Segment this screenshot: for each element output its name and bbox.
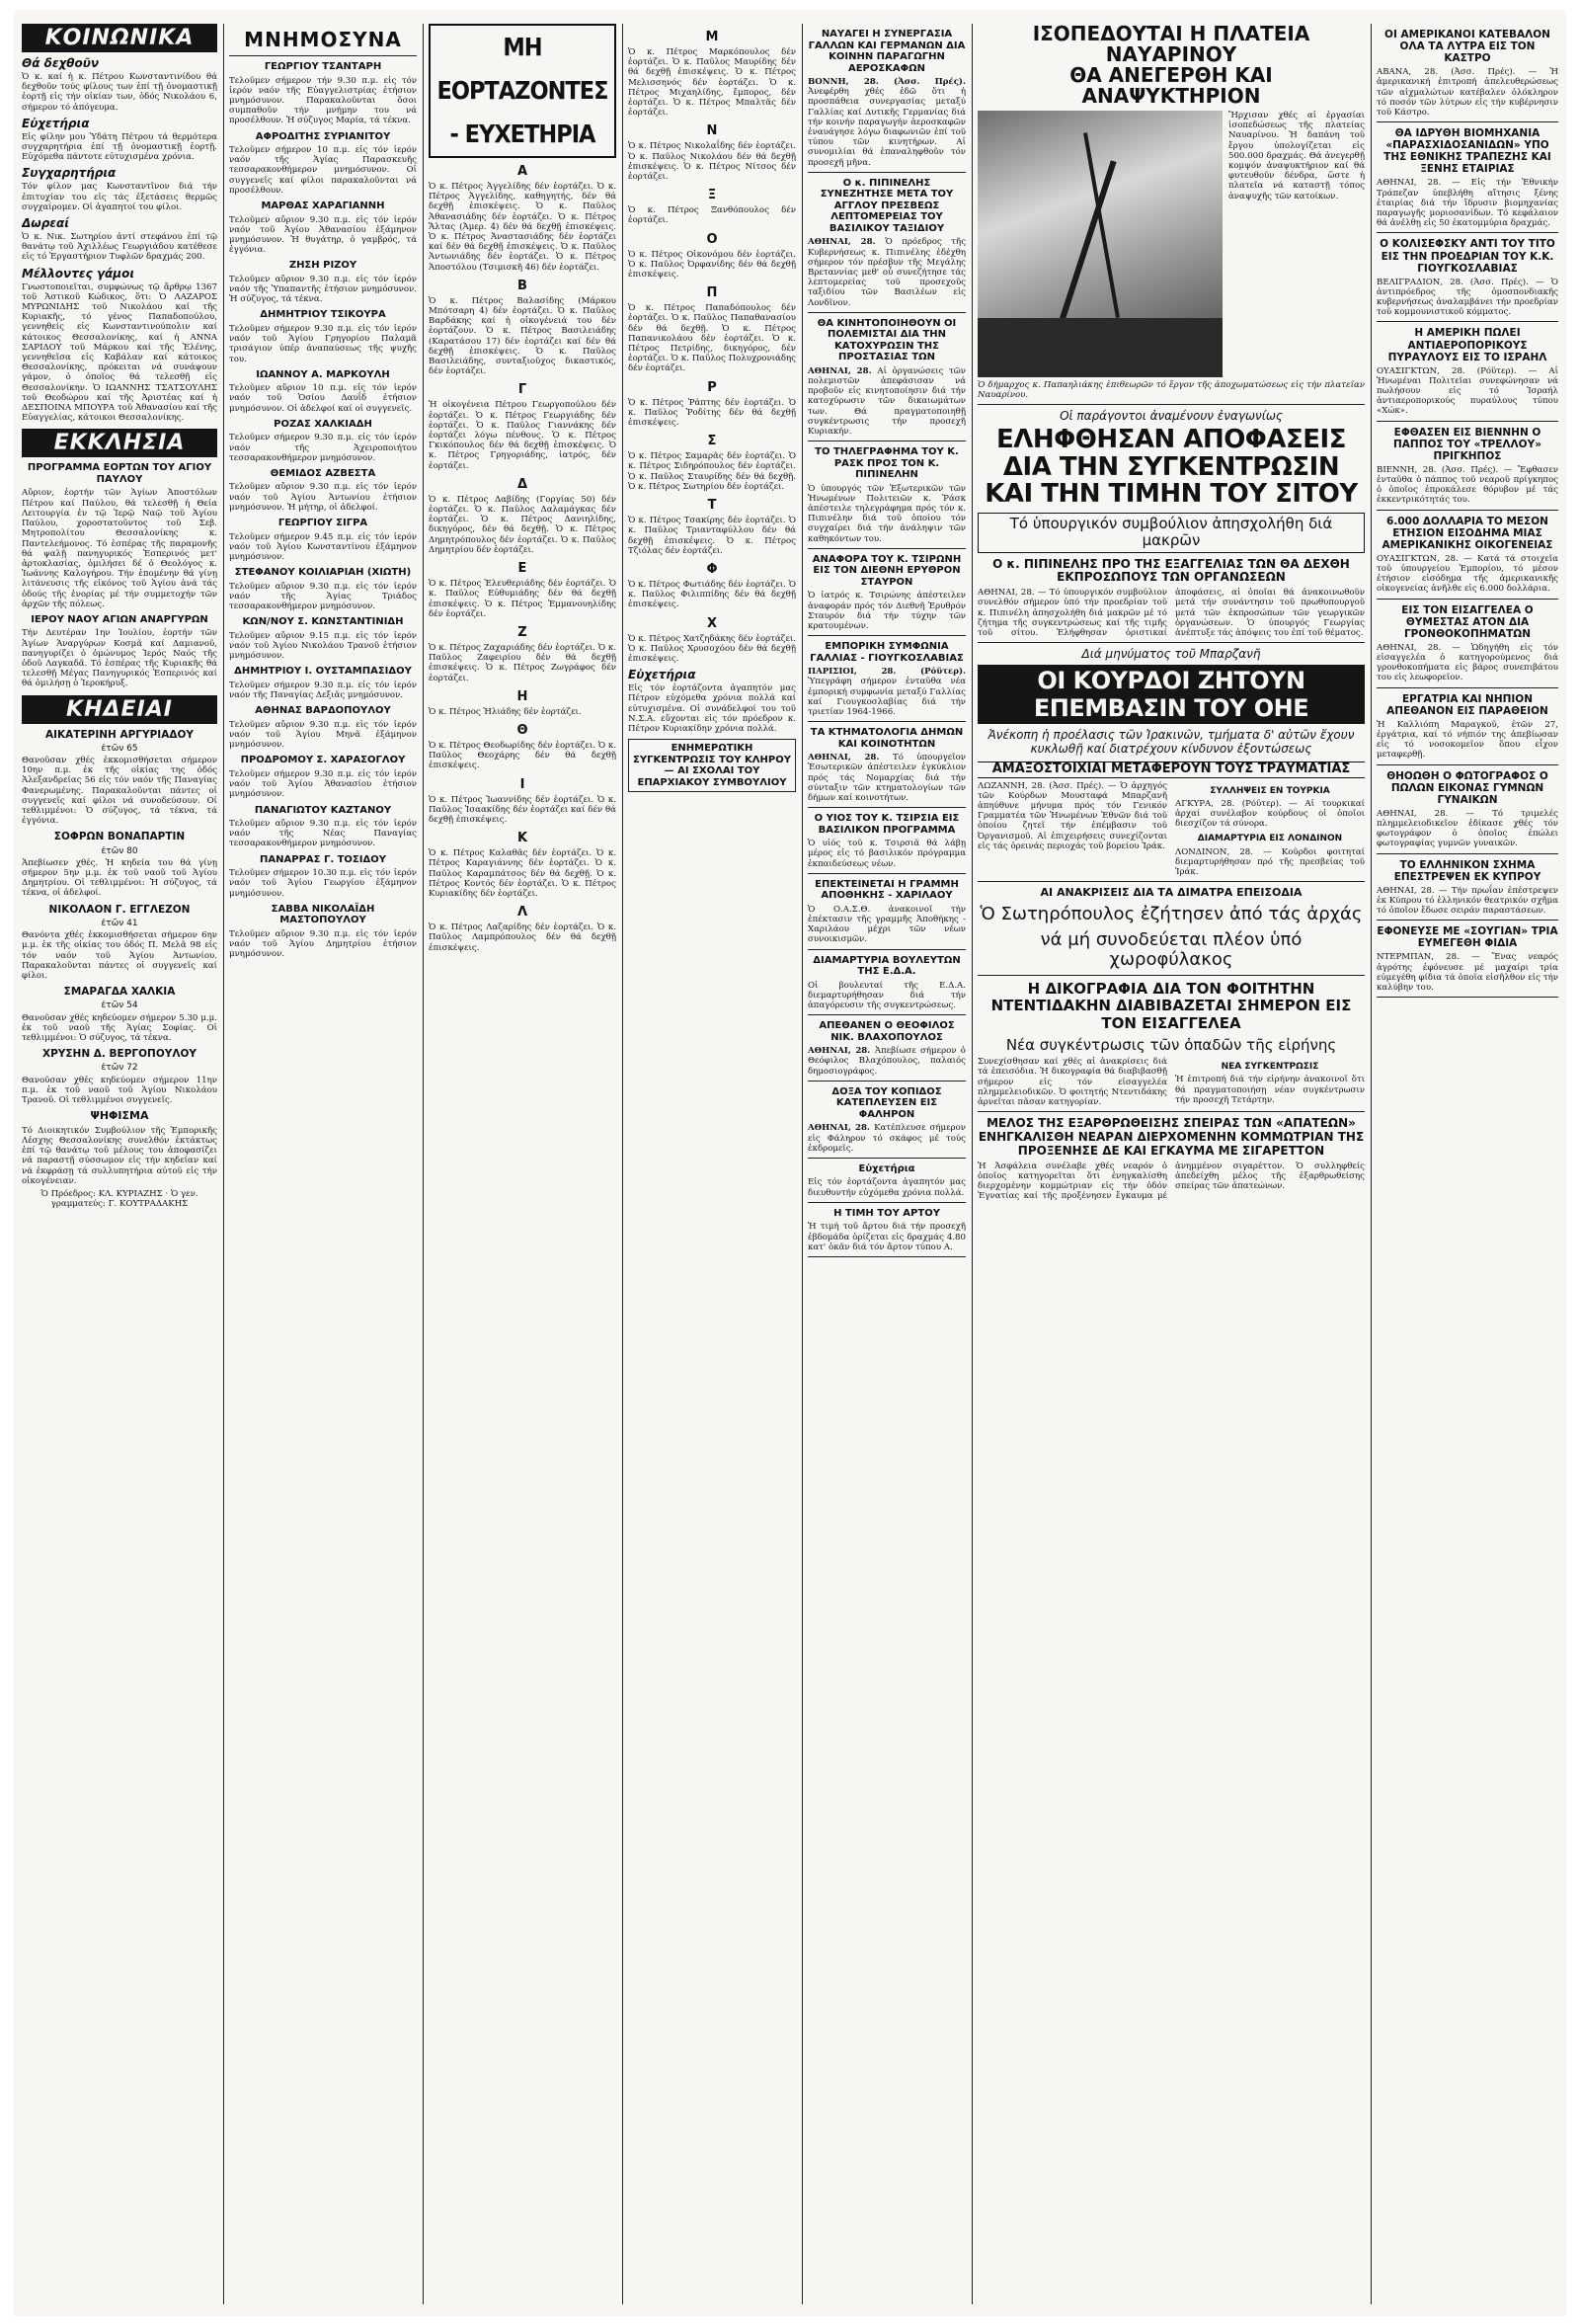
alphabet-letter: Ο [706, 231, 718, 247]
church-anargyron-text: Τήν Δευτέραν 1ην Ἰουλίου, ἑορτήν τῶν Ἁγίων Ἀναργύρων Κοσμᾶ καί Δαμιανοῦ, πανηγυρίζει ὁ ὁμώνυμος Ἱερός Ναός τῆς ὁδοῦ Λαγκαδᾶ. Τό ἑσπέρας τῆς Κυριακῆς θά τελεσθῇ Μέγας Πανηγυρικός Ἑσπερινός καί θά ὁμιλήσῃ ὁ Ἱεροκήρυξ. [22, 628, 217, 689]
news-dateline: ΑΘΗΝΑΙ, 28. [808, 365, 878, 376]
news-headline: ΘΑ ΚΙΝΗΤΟΠΟΙΗΘΟΥΝ ΟΙ ΠΟΛΕΜΙΣΤΑΙ ΔΙΑ ΤΗΝ ΚΑΤΟΧΥΡΩΣΙΝ ΤΗΣ ΠΡΟΣΤΑΣΙΑΣ ΤΩΝ [817, 317, 957, 363]
divider [1377, 510, 1558, 511]
divider [1377, 687, 1558, 688]
dossier-subheadline: Νέα συγκέντρωσις τῶν ὀπαδῶν τῆς εἰρήνης [1005, 1035, 1337, 1054]
news-text: ΑΘΗΝΑΙ, 28. — Τήν πρωΐαν ἐπέστρεψεν ἐκ Κύπρου τό ἑλληνικόν θεατρικόν σχῆμα τό ὁποῖον ἔδωσε σειράν παραστάσεων. [1377, 885, 1558, 917]
memorial-text: Τελοῦμεν αὔριον 10 π.μ. εἰς τόν ἱερόν ναόν τοῦ Ὁσίου Δαυΐδ ἐτήσιον μνημόσυνον. Οἱ ἀδελφοί καί οἱ συγγενεῖς. [229, 383, 417, 414]
alphabet-letter: Ζ [517, 624, 527, 640]
funeral-name: ΣΜΑΡΑΓΔΑ ΧΑΛΚΙΑ [63, 986, 176, 999]
alphabet-letter: Β [517, 278, 527, 293]
divider [1377, 853, 1558, 854]
news-text: ΑΘΗΝΑΙ, 28. — Ὡδηγήθη εἰς τόν εἰσαγγελέα ὁ κατηγορούμενος διά γρονθοκοπήματα εἰς βάρος συνεπιβάτου του εἰς λεωφορεῖον. [1377, 642, 1558, 683]
kurds-side-title: ΣΥΛΛΗΨΕΙΣ ΕΝ ΤΟΥΡΚΙΑ [1210, 785, 1330, 796]
news-text: ΒΕΛΙΓΡΑΔΙΟΝ, 28. (Ἀσσ. Πρές). — Ὁ ἀντιπρόεδρος τῆς ὁμοσπονδιακῆς κυβερνήσεως ἀναλαμβάνει τήν προεδρίαν τοῦ κομμουνιστικοῦ κόμματος. [1377, 277, 1558, 318]
alphabet-letter: Ξ [707, 188, 717, 203]
divider [978, 1111, 1365, 1112]
inquiry-headline-2: νά μή συνοδεύεται πλέον ὑπό χωροφύλακος [1040, 928, 1303, 971]
memorial-text: Τελοῦμεν αὔριον 9.30 π.μ. εἰς τόν ἱερόν ναόν τῆς Νέας Παναγίας τεσσαρακονθήμερον μνημόσυνον. [229, 819, 417, 849]
alphabet-letter: Ι [519, 776, 525, 792]
column-divider [802, 24, 803, 2304]
alphabet-letter: Τ [707, 498, 717, 514]
memorial-name: ΡΟΖΑΣ ΧΑΛΚΙΑΔΗ [274, 418, 372, 430]
name-day-entries: Ὁ κ. Πέτρος Ἀγγελίδης δέν ἑορτάζει. Ὁ κ. Πέτρος Ἀγγελίδης, καθηγητής, δέν θά δεχθῇ ἐπισκέψεις. Ὁ κ. Παῦλος Ἀθανασιάδης δέν ἑορτάζει. Ὁ κ. Πέτρος Ἄλτας (Ἀμερ. 4) δέν θά δεχθῇ ἐπισκέψεις. Ὁ κ. Πέτρος Ἀναστασιάδης δέν ἑορτάζει καί δέν θά δεχθῇ ἐπισκέψεις. Ὁ κ. Παῦλος Ἀντωνιάδης δέν ἑορτάζει. Ὁ κ. Πέτρος Ἀποστόλου (Τσιμισκῆ 46) δέν ἑορτάζει. [429, 182, 616, 273]
greetings-title: Εὐχετήρια [628, 668, 696, 682]
alphabet-letter: Φ [706, 561, 718, 577]
foreign-news-list [1377, 29, 1558, 998]
name-day-entries: Ὁ κ. Πέτρος Οἰκονόμου δέν ἑορτάζει. Ὁ κ. Παῦλος Ὀρφανίδης δέν θά δεχθῇ ἐπισκέψεις. [628, 249, 796, 280]
column-divider [223, 24, 224, 2304]
memorial-name: ΚΩΝ/ΝΟΥ Σ. ΚΩΝΣΤΑΝΤΙΝΙΔΗ [242, 616, 404, 628]
funeral-name: ΝΙΚΟΛΑΟΝ Γ. ΕΓΓΛΕΖΟΝ [48, 903, 191, 916]
name-day-entries: Ὁ κ. Πέτρος Μαρκόπουλος δέν ἑορτάζει. Ὁ κ. Παῦλος Μαυρίδης δέν θά δεχθῇ ἐπισκέψεις. Ὁ κ. Πέτρος Μελισσηνός δέν ἑορτάζει. Ὁ κ. Πέτρος Μιχαηλίδης, ἔμπορος, δέν ἑορτάζει. Ὁ κ. Πέτρος Μπαλτᾶς δέν ἑορτάζει. [628, 47, 796, 119]
kurds-side-title-2: ΔΙΑΜΑΡΤΥΡΙΑ ΕΙΣ ΛΟΝΔΙΝΟΝ [1197, 834, 1343, 844]
divider [808, 721, 966, 722]
memorial-text: Τελοῦμεν αὔριον 9.15 π.μ. εἰς τόν ἱερόν ναόν τοῦ Ἁγίου Νικολάου Τρανοῦ ἐτήσιον μνημόσυνον. [229, 630, 417, 662]
lead-headline: ΕΛΗΦΘΗΣΑΝ ΑΠΟΦΑΣΕΙΣ ΔΙΑ ΤΗΝ ΣΥΓΚΕΝΤΡΩΣΙΝ ΚΑΙ ΤΗΝ ΤΙΜΗΝ ΤΟΥ ΣΙΤΟΥ [985, 425, 1358, 509]
alphabet-letter: Θ [516, 722, 528, 738]
name-day-entries: Ὁ κ. Πέτρος Χατζηδάκης δέν ἑορτάζει. Ὁ κ. Παῦλος Χρυσοχόου δέν θά δεχθῇ ἐπισκέψεις. [628, 633, 796, 664]
news-headline: ΟΙ ΑΜΕΡΙΚΑΝΟΙ ΚΑΤΕΒΑΛΟΝ ΟΛΑ ΤΑ ΛΥΤΡΑ ΕΙΣ ΤΟΝ ΚΑΣΤΡΟ [1384, 29, 1550, 65]
memorial-text: Τελοῦμεν αὔριον 9.30 π.μ. εἰς τόν ἱερόν ναόν τοῦ Ἁγίου Ἀντωνίου ἐτήσιον μνημόσυνον. Ἡ μήτηρ, οἱ ἀδελφοί. [229, 482, 417, 513]
news-body: Ὑπεγράφη σήμερον ἐνταῦθα νέα ἐμπορική συμφωνία μεταξύ Γαλλίας καί Γιουγκοσλαβίας διά τήν τριετίαν 1964-1966. [808, 677, 966, 718]
column-foreign-news [1377, 24, 1558, 2304]
news-headline: ΤΟ ΤΗΛΕΓΡΑΦΗΜΑ ΤΟΥ Κ. ΡΑΣΚ ΠΡΟΣ ΤΟΝ Κ. ΠΙΠΙΝΕΛΗΝ [815, 446, 959, 481]
memorial-text: Τελοῦμεν σήμερον 9.30 π.μ. εἰς τόν ἱερόν ναόν τοῦ Ἁγίου Γρηγορίου Παλαμᾶ τρισάγιον ὑπέρ ἀναπαύσεως τῆς ψυχῆς του. [229, 323, 417, 364]
divider [1377, 421, 1558, 422]
column-social [22, 24, 217, 2304]
funeral-text: Ἀπεβίωσεν χθές. Ἡ κηδεία του θά γίνῃ σήμερον 5ην μ.μ. ἐκ τοῦ ναοῦ τοῦ Ἁγίου Δημητρίου. Οἱ τεθλιμμένοι: Ἡ σύζυγος, τά τέκνα, οἱ ἀδελφοί. [22, 857, 217, 899]
scam-headline: ΜΕΛΟΣ ΤΗΣ ΕΞΑΡΘΡΩΘΕΙΣΗΣ ΣΠΕΙΡΑΣ ΤΩΝ «ΑΠΑΤΕΩΝ» ΕΝΗΓΚΑΛΙΣΘΗ ΝΕΑΡΑΝ ΔΙΕΡΧΟΜΕΝΗΝ ΚΟΜΜΩΤΡΙΑΝ ΤΗΣ ΠΡΟΞΕΝΗΣΕ ΔΕ ΚΑΙ ΕΓΚΑΥΜΑ ΜΕ ΣΙΓΑΡΕΤΤΟΝ [978, 1116, 1365, 1158]
name-days-list [429, 164, 616, 953]
memorial-name: ΣΑΒΒΑ ΝΙΚΟΛΑΪΔΗ ΜΑΣΤΟΠΟΥΛΟΥ [271, 903, 375, 926]
alphabet-letter: Κ [516, 831, 528, 846]
news-text [808, 753, 966, 803]
memorial-text: Τελοῦμεν αὔριον 9.30 π.μ. εἰς τόν ἱερόν ναόν τῆς Ὑπαπαντῆς ἐτήσιον μνημόσυνον. Ἡ σύζυγος, τά τέκνα. [229, 274, 417, 305]
news-headline: ΑΝΑΦΟΡΑ ΤΟΥ Κ. ΤΣΙΡΩΝΗ ΕΙΣ ΤΟΝ ΔΙΕΘΝΗ ΕΡΥΘΡΟΝ ΣΤΑΥΡΟΝ [812, 553, 962, 588]
news-headline: Ο κ. ΠΙΠΙΝΕΛΗΣ ΣΥΝΕΖΗΤΗΣΕ ΜΕΤΑ ΤΟΥ ΑΓΓΛΟΥ ΠΡΕΣΒΕΩΣ ΛΕΠΤΟΜΕΡΕΙΑΣ ΤΟΥ ΒΑΣΙΛΙΚΟΥ ΤΑΞΙΔΙΟΥ [820, 177, 954, 234]
column-name-days [429, 24, 616, 2304]
new-rally-text: Ἡ ἐπιτροπή διά τήν εἰρήνην ἀνακοινοῖ ὅτι θά πραγματοποιήσῃ νέαν συγκέντρωσιν τήν προσεχῆ Τετάρτην. [1175, 1075, 1365, 1105]
church-program-title: ΠΡΟΓΡΑΜΜΑ ΕΟΡΤΩΝ ΤΟΥ ΑΓΙΟΥ ΠΑΥΛΟΥ [27, 462, 212, 485]
news-dateline: ΑΘΗΝΑΙ, 28. [808, 1123, 875, 1134]
divider [808, 1158, 966, 1159]
alphabet-letter: Γ [517, 382, 527, 398]
news-text: ΟΥΑΣΙΓΚΤΩΝ, 28. (Ρόϋτερ). — Αἱ Ἡνωμέναι Πολιτεῖαι συνεφώνησαν νά πωλήσουν εἰς τό Ἰσραήλ ἀντιαεροπορικούς πυραύλους τύπου «Χώκ». [1377, 365, 1558, 417]
social-item-title: Θά δεχθοῦν [22, 56, 100, 70]
kurds-subheadline-2: ΑΜΑΞΟΣΤΟΙΧΙΑΙ ΜΕΤΑΦΕΡΟΥΝ ΤΟΥΣ ΤΡΑΥΜΑΤΙΑΣ [978, 761, 1365, 778]
news-text [808, 591, 966, 631]
column-divider [1371, 24, 1372, 2304]
news-dateline: ΠΑΡΙΣΙΟΙ, 28. (Ρόϋτερ). [808, 667, 966, 678]
social-item-text: Εἰς φίλην μου Ὑδάτη Πέτρου τά θερμότερα συγχαρητήρια ἐπί τῇ ὀνομαστικῇ ἑορτῇ. Εὐχόμεθα πάντοτε εὐτυχισμένα χρόνια. [22, 131, 217, 163]
name-days-banner: ΜΗ ΕΟΡΤΑΖΟΝΤΕΣ - ΕΥΧΕΤΗΡΙΑ [429, 24, 616, 158]
name-day-entries: Ὁ κ. Πέτρος Βαλασίδης (Μάρκου Μπότσαρη 4) δέν ἑορτάζει. Ὁ κ. Παῦλος Βαρδάκης καί ἡ οἰκογένειά του δέν ἑορτάζουν. Ὁ κ. Πέτρος Βασιλειάδης (Καρατάσου 17) δέν ἑορτάζει καί δέν θά δεχθῇ ἐπισκέψεις. Ὁ κ. Παῦλος Βασιλειάδης, συνταξιοῦχος δικαστικός, δέν ἑορτάζει. [429, 295, 616, 377]
news-body: Κατέπλευσε σήμερον εἰς Φάληρον τό σκάφος μέ τούς ἐκδρομεῖς. [808, 1123, 966, 1154]
social-items [22, 56, 217, 423]
kurds-side-text: ΑΓΚΥΡΑ, 28. (Ρόϋτερ). — Αἱ τουρκικαί ἀρχαί συνέλαβον κούρδους οἱ ὁποῖοι διεσχίζον τά σύνορα. [1175, 798, 1365, 830]
funeral-age: ἐτῶν 54 [101, 1001, 138, 1011]
news-headline: ΑΠΕΘΑΝΕΝ Ο ΘΕΟΦΙΛΟΣ ΝΙΚ. ΒΛΑΧΟΠΟΥΛΟΣ [819, 1020, 955, 1043]
news-body: Τό ὑπουργεῖον Ἐσωτερικῶν ἀπέστειλεν ἐγκύκλιον πρός τάς Νομαρχίας διά τήν σύνταξιν τῶν κτηματολογίων τῶν δήμων καί κοινοτήτων. [808, 753, 966, 804]
social-item-title: Συγχαρητήρια [22, 166, 117, 181]
divider [808, 548, 966, 549]
alphabet-letter: Λ [516, 905, 528, 921]
memorial-text: Τελοῦμεν αὔριον 9.30 π.μ. εἰς τόν ἱερόν ναόν τῆς Ἁγίας Τριάδος τεσσαρακονθήμερον μνημόσυνον. [229, 581, 417, 612]
memorial-text: Τελοῦμεν σήμερον 9.30 π.μ. εἰς τόν ἱερόν ναόν τοῦ Ἁγίου Ἀθανασίου ἐτήσιον μνημόσυνον. [229, 768, 417, 800]
funeral-text: Θανοῦσαν χθές ἐκκομισθήσεται σήμερον 10ην π.μ. ἐκ τῆς οἰκίας της ὁδός Ἀλεξανδρείας 56 εἰς τόν ναόν τῆς Παναγίας Φανερωμένης. Παρακαλοῦνται πάντες οἱ συγγενεῖς καί φίλοι νά συνοδεύσουν. Οἱ τεθλιμμένοι: Ὁ σύζυγος, τά τέκνα, τά ἐγγόνια. [22, 756, 217, 827]
memorial-text: Τελοῦμεν αὔριον 9.30 π.μ. εἰς τόν ἱερόν ναόν τοῦ Ἁγίου Ἀθανασίου ἐξάμηνον μνημόσυνον. Ἡ θυγάτηρ, ὁ γαμβρός, τά ἐγγόνια. [229, 214, 417, 256]
divider [978, 975, 1365, 976]
news-headline: Η ΤΙΜΗ ΤΟΥ ΑΡΤΟΥ [833, 1207, 940, 1219]
name-day-entries: Ὁ κ. Πέτρος Ἡλιάδης δέν ἑορτάζει. [429, 706, 582, 717]
news-text: ΑΘΗΝΑΙ, 28. — Τό τριμελές πλημμελειοδικεῖον ἐδίκασε χθές τόν φωτογράφον ὁ ὁποῖος ἐπώλει φωτογραφίας γυμνῶν γυναικῶν. [1377, 808, 1558, 849]
news-body: Ὁ ὑπουργός τῶν Ἐξωτερικῶν τῶν Ἡνωμένων Πολιτειῶν κ. Ῥάσκ ἀπέστειλε τηλεγράφημα πρός τόν κ. Πιπινέλην διά τοῦ ὁποίου τόν συγχαίρει διά τήν ἀνάληψιν τῶν καθηκόντων του. [808, 483, 966, 544]
news-body: Αἱ ὀργανώσεις τῶν πολεμιστῶν ἀπεφάσισαν νά προβοῦν εἰς κινητοποίησιν διά τήν κατοχύρωσιν τῶν δικαιωμάτων των. Θά πραγματοποιηθῇ συγκέντρωσις τήν προσεχῆ Κυριακήν. [808, 365, 966, 437]
memorial-name: ΑΘΗΝΑΣ ΒΑΡΔΟΠΟΥΛΟΥ [255, 705, 391, 717]
inquiry-kicker: ΑΙ ΑΝΑΚΡΙΣΕΙΣ ΔΙΑ ΤΑ ΔΙΜΑΤΡΑ ΕΠΕΙΣΟΔΙΑ [1040, 886, 1303, 900]
divider [1377, 997, 1558, 998]
column-name-days-cont [628, 24, 796, 2304]
name-day-entries: Ὁ κ. Πέτρος Ἰωαννίδης δέν ἑορτάζει. Ὁ κ. Παῦλος Ἰσαακίδης δέν ἑορτάζει καί δέν θά δεχθῇ ἐπισκέψεις. [429, 794, 616, 825]
memorial-name: ΙΩΑΝΝΟΥ Α. ΜΑΡΚΟΥΛΗ [256, 368, 390, 380]
news-headline: ΕΠΕΚΤΕΙΝΕΤΑΙ Η ΓΡΑΜΜΗ ΑΠΟΘΗΚΗΣ - ΧΑΡΙΛΑΟΥ [815, 878, 959, 902]
social-item-text: Ὁ κ. καί ἡ κ. Πέτρου Κωνσταντινίδου θά δεχθοῦν τούς φίλους των ἐπί τῇ ὀνομαστικῇ ἑορτῇ εἰς τήν οἰκίαν των, ὁδός Νικολάου 6, σήμερον τό ἀπόγευμα. [22, 72, 217, 113]
name-day-entries: Ὁ κ. Πέτρος Παπαδόπουλος δέν ἑορτάζει. Ὁ κ. Παῦλος Παπαθανασίου δέν θά δεχθῇ. Ὁ κ. Πέτρος Παπανικολάου δέν ἑορτάζει. Ὁ κ. Πέτρος Πετρίδης, δικηγόρος, δέν ἑορτάζει. Ὁ κ. Παῦλος Πολυχρονιάδης δέν ἑορτάζει. [628, 303, 796, 374]
news-body: Οἱ βουλευταί τῆς Ε.Δ.Α. διεμαρτυρήθησαν διά τήν ἀπαγόρευσιν τῆς συγκεντρώσεως. [808, 980, 966, 1011]
news-text [808, 667, 966, 717]
divider [808, 1202, 966, 1203]
news-headline: 6.000 ΔΟΛΛΑΡΙΑ ΤΟ ΜΕΣΟΝ ΕΤΗΣΙΟΝ ΕΙΣΟΔΗΜΑ ΜΙΑΣ ΑΜΕΡΙΚΑΝΙΚΗΣ ΟΙΚΟΓΕΝΕΙΑΣ [1382, 515, 1553, 551]
memorial-name: ΑΦΡΟΔΙΤΗΣ ΣΥΡΙΑΝΙΤΟΥ [255, 130, 391, 142]
memorial-list [229, 61, 417, 959]
divider [978, 642, 1365, 643]
news-headline: ΤΑ ΚΤΗΜΑΤΟΛΟΓΙΑ ΔΗΜΩΝ ΚΑΙ ΚΟΙΝΟΤΗΤΩΝ [810, 727, 964, 750]
kurds-kicker: Διά μηνύματος τοῦ Μπαρζανῆ [1081, 647, 1261, 662]
memorial-name: ΔΗΜΗΤΡΙΟΥ Ι. ΟΥΣΤΑΜΠΑΣΙΔΟΥ [234, 666, 412, 678]
funeral-text: Θανοῦσαν χθές κηδεύομεν σήμερον 11ην π.μ. ἐκ τοῦ ναοῦ τοῦ Ἁγίου Νικολάου Τρανοῦ. Οἱ τεθλιμμένοι συγγενεῖς. [22, 1075, 217, 1105]
funeral-name: ΑΙΚΑΤΕΡΙΝΗ ΑΡΓΥΡΙΑΔΟΥ [45, 728, 194, 741]
photo-story-text: Ἤρχισαν χθές αἱ ἐργασίαι ἰσοπεδώσεως τῆς πλατείας Ναυαρίνου. Ἡ δαπάνη τοῦ ἔργου ὑπολογίζεται εἰς 500.000 δραχμάς. Θά ἀνεγερθῇ κομψόν ἀναψυκτήριον καί θά φυτευθοῦν δένδρα, ὥστε ἡ πλατεῖα νά καταστῇ τόπος ἀναψυχῆς τῶν κατοίκων. [1228, 111, 1365, 201]
divider [1377, 920, 1558, 921]
news-photo [978, 111, 1223, 377]
inquiry-headline: Ὁ Σωτηρόπουλος ἐζήτησεν ἀπό τάς ἀρχάς [980, 904, 1363, 925]
alphabet-letter: Χ [706, 615, 718, 631]
lead-subheadline: Τό ὑπουργικόν συμβούλιον ἀπησχολήθη διά μακρῶν [978, 513, 1365, 553]
news-text [808, 1046, 966, 1077]
name-day-entries: Ὁ κ. Πέτρος Ζαχαριάδης δέν ἑορτάζει. Ὁ κ. Παῦλος Ζαφειρίου δέν θά δεχθῇ ἐπισκέψεις. Ὁ κ. Πέτρος Ζωγράφος δέν ἑορτάζει. [429, 642, 616, 683]
memorial-name: ΓΕΩΡΓΙΟΥ ΤΣΑΝΤΑΡΗ [264, 61, 382, 72]
divider [229, 55, 417, 56]
funeral-text: Θανόντα χθές ἐκκομισθήσεται σήμερον 6ην μ.μ. ἐκ τῆς οἰκίας του ὁδός Π. Μελᾶ 98 εἰς τόν ναόν τοῦ Ἁγίου Ἀντωνίου. Παρακαλοῦνται πάντες οἱ συγγενεῖς καί φίλοι. [22, 930, 217, 981]
memorial-name: ΠΑΝΑΡΡΑΣ Γ. ΤΟΣΙΔΟΥ [260, 853, 386, 865]
divider [808, 635, 966, 636]
name-day-entries: Ὁ κ. Πέτρος Φωτιάδης δέν ἑορτάζει. Ὁ κ. Παῦλος Φιλιππίδης δέν θά δεχθῇ ἐπισκέψεις. [628, 579, 796, 610]
name-day-entries: Ὁ κ. Πέτρος Τσακίρης δέν ἑορτάζει. Ὁ κ. Παῦλος Τριανταφύλλου δέν θά δεχθῇ ἐπισκέψεις. Ὁ κ. Πέτρος Τζιόλας δέν ἑορτάζει. [628, 516, 796, 556]
alphabet-letter: Π [706, 285, 718, 301]
news-text [808, 905, 966, 945]
social-item-title: Εὐχετήρια [22, 116, 90, 130]
section-title-church: ΕΚΚΛΗΣΙΑ [22, 429, 217, 457]
memorial-name: ΜΑΡΘΑΣ ΧΑΡΑΓΙΑΝΝΗ [261, 200, 385, 212]
news-headline: ΔΙΑΜΑΡΤΥΡΙΑ ΒΟΥΛΕΥΤΩΝ ΤΗΣ Ε.Δ.Α. [813, 954, 961, 978]
dossier-text: Συνεχίσθησαν καί χθές αἱ ἀνακρίσεις διά τά ἐπεισόδια. Ἡ δικογραφία θά διαβιβασθῇ σήμερον εἰς τόν εἰσαγγελέα πλημμελειοδικῶν. Ὁ φοιτητής Ντεντιδάκης ἀρνεῖται πᾶσαν κατηγορίαν. [978, 1057, 1167, 1107]
divider [1377, 764, 1558, 765]
lead-story-text: ΑΘΗΝΑΙ, 28. — Τό ὑπουργικόν συμβούλιον συνελθόν σήμερον ὑπό τήν προεδρίαν τοῦ κ. Πιπινέλη ἀπησχολήθη διά μακρῶν μέ τό ζήτημα τῆς συγκεντρώσεως καί τῆς τιμῆς τοῦ σίτου. Ἐλήφθησαν ὁριστικαί ἀποφάσεις, αἱ ὁποῖαι θά ἀνακοινωθοῦν μετά τήν συνάντησιν τοῦ πρωθυπουργοῦ μετά τῶν ἐκπροσώπων τῶν γεωργικῶν ὀργανώσεων. Ὁ ὑπουργός Γεωργίας ἀνέπτυξε τάς ἀπόψεις του ἐπί τοῦ θέματος. [978, 588, 1365, 638]
news-text [808, 237, 966, 307]
news-body: Ὁ ἰατρός κ. Τσιρώνης ἀπέστειλεν ἀναφοράν πρός τόν Διεθνῆ Ἐρυθρόν Σταυρόν διά τήν τύχην τῶν κρατουμένων. [808, 591, 966, 631]
photo-subheadline: ΘΑ ΑΝΕΓΕΡΘΗ ΚΑΙ ΑΝΑΨΥΚΤΗΡΙΟΝ [1069, 63, 1273, 108]
memorial-text: Τελοῦμεν σήμερον 9.30 π.μ. εἰς τόν ἱερόν ναόν τῆς Ἀχειροποιήτου τεσσαρακονθήμερον μνημόσυνον. [229, 433, 417, 463]
kurds-headline: ΟΙ ΚΟΥΡΔΟΙ ΖΗΤΟΥΝ ΕΠΕΜΒΑΣΙΝ ΤΟΥ ΟΗΕ [978, 665, 1365, 724]
divider [808, 312, 966, 313]
news-body: Εἰς τόν ἑορτάζοντα ἀγαπητόν μας διευθυντήν εὐχόμεθα χρόνια πολλά. [808, 1177, 966, 1198]
news-headline: ΕΙΣ ΤΟΝ ΕΙΣΑΓΓΕΛΕΑ Ο ΘΥΜΕΣΤΑΣ ΑΤΟΝ ΔΙΑ ΓΡΟΝΘΟΚΟΠΗΜΑΤΩΝ [1401, 603, 1534, 640]
news-headline: ΝΑΥΑΓΕΙ Η ΣΥΝΕΡΓΑΣΙΑ ΓΑΛΛΩΝ ΚΑΙ ΓΕΡΜΑΝΩΝ ΔΙΑ ΚΟΙΝΗΝ ΠΑΡΑΓΩΓΗΝ ΑΕΡΟΣΚΑΦΩΝ [808, 29, 966, 74]
news-body: Ἀνεφέρθη χθές ἐδῶ ὅτι ἡ προσπάθεια συνεργασίας μεταξύ Γαλλίας καί Δυτικῆς Γερμανίας διά τήν κοινήν παραγωγήν ἀεροσκαφῶν ἐναυάγησε λόγω διαφωνιῶν ἐπί τοῦ τύπου τῶν κινητήρων. Αἱ συνομιλίαι θά ἐπαναληφθοῦν τόν προσεχῆ μῆνα. [808, 87, 966, 168]
news-text: ΑΒΑΝΑ, 28. (Ἀσσ. Πρές). — Ἡ ἀμερικανική ἐπιτροπή ἀπελευθερώσεως τῶν αἰχμαλώτων κατέβαλεν ὁλόκληρον τό ποσόν τῶν λύτρων εἰς τήν κυβέρνησιν τοῦ Κάστρο. [1377, 67, 1558, 118]
memorial-name: ΖΗΣΗ ΡΙΖΟΥ [288, 260, 357, 272]
news-text: ΟΥΑΣΙΓΚΤΩΝ, 28. — Κατά τά στοιχεῖα τοῦ ὑπουργείου Ἐμπορίου, τό μέσον ἐτήσιον εἰσόδημα τῆς ἀμερικανικῆς οἰκογενείας ἀνῆλθε εἰς 6.000 δολλάρια. [1377, 553, 1558, 595]
news-text [808, 981, 966, 1011]
church-anargyron-title: ΙΕΡΟΥ ΝΑΟΥ ΑΓΙΩΝ ΑΝΑΡΓΥΡΩΝ [31, 613, 208, 625]
alphabet-letter: Μ [705, 30, 719, 44]
newspaper-page [14, 10, 1566, 2316]
news-text [808, 484, 966, 544]
news-headline: Ο ΚΟΛΙΣΕΦΣΚΥ ΑΝΤΙ ΤΟΥ ΤΙΤΟ ΕΙΣ ΤΗΝ ΠΡΟΕΔΡΙΑΝ ΤΟΥ Κ.Κ. ΓΙΟΥΓΚΟΣΛΑΒΙΑΣ [1380, 238, 1555, 275]
divider [808, 807, 966, 808]
funeral-text: Θανοῦσαν χθές κηδεύομεν σήμερον 5.30 μ.μ. ἐκ τοῦ ναοῦ τῆς Ἁγίας Σοφίας. Οἱ τεθλιμμένοι: Ὁ σύζυγος, τά τέκνα. [22, 1012, 217, 1043]
scam-text: Ἡ Ἀσφάλεια συνέλαβε χθές νεαρόν ὁ ὁποῖος κατηγορεῖται ὅτι ἐνηγκαλίσθη διερχομένην κομμώτριαν εἰς τήν ὁδόν Ἐγνατίας καί τῆς προξένησεν ἔγκαυμα μέ ἀνημμένον σιγαρέττον. Ὁ συλληφθείς ἀπεδείχθη μέλος τῆς ἐξαρθρωθείσης σπείρας τῶν ἀπατεώνων. [978, 1161, 1365, 1202]
name-day-entries: Ὁ κ. Πέτρος Λαζαρίδης δέν ἑορτάζει. Ὁ κ. Παῦλος Λαμπρόπουλος δέν θά δεχθῇ ἐπισκέψεις. [429, 922, 616, 953]
news-body: Ἀπεβίωσε σήμερον ὁ Θεόφιλος Βλαχόπουλος, παλαιός δημοσιογράφος. [808, 1046, 966, 1077]
divider [808, 1256, 966, 1257]
news-text [808, 366, 966, 437]
lead-kicker: Οἱ παράγοντοι ἀναμένουν ἐναγωνίως [1060, 409, 1283, 424]
memorial-name: ΣΤΕΦΑΝΟΥ ΚΟΙΛΙΑΡΙΑΗ (ΧΙΩΤΗ) [234, 567, 412, 579]
news-body: Ὁ πρόεδρος τῆς Κυβερνήσεως κ. Πιπινέλης ἐδέχθη σήμερον τόν πρέσβυν τῆς Μεγάλης Βρεταννίας μεθ' οὗ συνεζήτησε τάς λεπτομερείας τοῦ προσεχοῦς ταξιδίου τῶν Βασιλέων εἰς Λονδῖνον. [808, 237, 966, 308]
column-memorials [229, 24, 417, 2304]
news-text: Ἡ Καλλιόπη Μαραγκοῦ, ἐτῶν 27, ἐργάτρια, καί τό νήπιόν της ἀπεβίωσαν εἰς τό νοσοκομεῖον ὅπου εἶχον μεταφερθῇ. [1377, 719, 1558, 761]
name-day-entries: Ὁ κ. Πέτρος Ἐλευθεριάδης δέν ἑορτάζει. Ὁ κ. Παῦλος Εὐθυμιάδης δέν θά δεχθῇ ἐπισκέψεις. Ὁ κ. Πέτρος Ἐμμανουηλίδης δέν ἑορτάζει. [429, 579, 616, 619]
memorial-text: Τελοῦμεν αὔριον 9.30 π.μ. εἰς τόν ἱερόν ναόν τοῦ Ἁγίου Δημητρίου ἐτήσιον μνημόσυνον. [229, 928, 417, 960]
name-day-entries: Ἡ οἰκογένεια Πέτρου Γεωργοπούλου δέν ἑορτάζει. Ὁ κ. Πέτρος Γεωργιάδης δέν ἑορτάζει. Ὁ κ. Παῦλος Γιαννάκης δέν ἑορτάζει λόγω πένθους. Ὁ κ. Πέτρος Γκικόπουλος δέν θά δεχθῇ ἐπισκέψεις. Ὁ κ. Πέτρος Γρηγοριάδης, ἰατρός, δέν ἑορτάζει. [429, 400, 616, 471]
divider [978, 404, 1365, 405]
news-headline: ΘΑ ΙΔΡΥΘΗ ΒΙΟΜΗΧΑΝΙΑ «ΠΑΡΑΣΧΙΔΟΣΑΝΙΔΩΝ» ΥΠΟ ΤΗΣ ΕΘΝΙΚΗΣ ΤΡΑΠΕΖΗΣ ΚΑΙ ΞΕΝΗΣ ΕΤΑΙΡΙΑΣ [1383, 127, 1551, 176]
kurds-subheadline: Ἀνέκοπη ἡ προέλασις τῶν Ἰρακινῶν, τμήματα δ' αὐτῶν ἔχουν κυκλωθῇ καί διατρέχουν κίνδυνον ἐξοντώσεως [988, 728, 1355, 756]
funeral-age: ἐτῶν 72 [101, 1063, 138, 1074]
new-rally-title: ΝΕΑ ΣΥΓΚΕΝΤΡΩΣΙΣ [1221, 1062, 1319, 1073]
memorial-text: Τελοῦμεν σήμερον 10.30 π.μ. εἰς τόν ἱερόν ναόν τοῦ Ἁγίου Γεωργίου ἐξάμηνον μνημόσυνον. [229, 868, 417, 899]
news-headline: Εὐχετήρια [858, 1162, 915, 1174]
psephisma-signature: Ὁ Πρόεδρος: ΚΛ. ΚΥΡΙΑΖΗΣ · Ὁ γεν. γραμματεύς: Γ. ΚΟΥΤΡΑΔΑΚΗΣ [40, 1189, 198, 1210]
section-title-funerals: ΚΗΔΕΙΑΙ [22, 695, 217, 724]
alphabet-letter: Δ [516, 476, 528, 492]
divider [1377, 121, 1558, 122]
news-headline: ΔΟΞΑ ΤΟΥ ΚΟΠΙΔΟΣ ΚΑΤΕΠΛΕΥΣΕΝ ΕΙΣ ΦΑΛΗΡΟΝ [831, 1085, 942, 1120]
divider [808, 172, 966, 173]
name-day-entries: Ὁ κ. Πέτρος Ῥάπτης δέν ἑορτάζει. Ὁ κ. Παῦλος Ῥοδίτης δέν θά δεχθῇ ἐπισκέψεις. [628, 397, 796, 429]
divider [808, 949, 966, 950]
column-divider [423, 24, 424, 2304]
social-item-title: Μέλλοντες γάμοι [22, 266, 135, 280]
alphabet-letter: Η [516, 688, 528, 704]
photo-caption: Ὁ δήμαρχος κ. Παπαηλιάκης ἐπιθεωρῶν τό ἔργον τῆς ἀποχωματώσεως εἰς τήν πλατεῖαν Ναυαρίνου. [978, 380, 1365, 401]
notice-box: ΕΝΗΜΕΡΩΤΙΚΗ ΣΥΓΚΕΝΤΡΩΣΙΣ ΤΟΥ ΚΛΗΡΟΥ — ΑΙ ΣΧΟΛΑΙ ΤΟΥ ΕΠΑΡΧΙΑΚΟΥ ΣΥΜΒΟΥΛΙΟΥ [628, 739, 796, 792]
greetings-text: Εἰς τόν ἑορτάζοντα ἀγαπητόν μας Πέτρον εὐχόμεθα χρόνια πολλά καί εὐτυχισμένα. Οἱ συνάδελφοί του τοῦ Ν.Σ.Α. εὔχονται εἰς τόν πρόεδρον κ. Πέτρον Κυριακίδην χρόνια πολλά. [628, 683, 796, 734]
news-dateline: ΒΟΝΝΗ, 28. (Ἀσσ. Πρές). [808, 77, 966, 87]
name-day-entries: Ὁ κ. Πέτρος Σαμαρᾶς δέν ἑορτάζει. Ὁ κ. Πέτρος Σιδηρόπουλος δέν ἑορτάζει. Ὁ κ. Παῦλος Σταυρίδης δέν θά δεχθῇ. Ὁ κ. Πέτρος Σωτηρίου δέν ἑορτάζει. [628, 451, 796, 492]
news-dateline: ΑΘΗΝΑΙ, 28. [808, 753, 894, 763]
news-list [808, 29, 966, 1257]
alphabet-letter: Ν [706, 123, 718, 139]
social-item-title: Δωρεαί [22, 216, 69, 231]
memorial-name: ΘΕΜΙΔΟΣ ΑΖΒΕΣΤΑ [270, 467, 376, 479]
funeral-age: ἐτῶν 65 [101, 743, 138, 754]
name-days-list-cont [628, 30, 796, 664]
memorial-name: ΔΗΜΗΤΡΙΟΥ ΤΣΙΚΟΥΡΑ [260, 309, 386, 321]
divider [1377, 232, 1558, 233]
news-headline: ΕΦΟΝΕΥΣΕ ΜΕ «ΣΟΥΓΙΑΝ» ΤΡΙΑ ΕΥΜΕΓΕΘΗ ΦΙΔΙΑ [1377, 925, 1558, 950]
memorial-text: Τελοῦμεν αὔριον 9.30 π.μ. εἰς τόν ἱερόν ναόν τοῦ Ἁγίου Μηνᾶ ἐξάμηνον μνημόσυνον. [229, 719, 417, 751]
funeral-name: ΣΟΦΡΩΝ ΒΟΝΑΠΑΡΤΙΝ [53, 831, 186, 843]
news-text [808, 77, 966, 168]
news-text: ΑΘΗΝΑΙ, 28. — Εἰς τήν Ἐθνικήν Τράπεζαν ὑπεβλήθη αἴτησις ξένης ἑταιρίας διά τήν ἵδρυσιν βιομηχανίας παραγωγῆς μοριοσανίδων. Τό κεφάλαιον θά ἀνέλθῃ εἰς 50 ἑκατομμύρια δραχμάς. [1377, 178, 1558, 229]
kurds-story-text: ΛΩΖΑΝΝΗ, 28. (Ἀσσ. Πρές). — Ὁ ἀρχηγός τῶν Κούρδων Μουσταφά Μπαρζανῆ ἀπηύθυνε μήνυμα πρός τόν Γενικόν Γραμματέα τῶν Ἡνωμένων Ἐθνῶν διά τοῦ ὁποίου ζητεῖ τήν ἐπέμβασιν τοῦ Ὀργανισμοῦ. Αἱ ἐπιχειρήσεις συνεχίζονται εἰς τάς ὀρεινάς περιοχάς τοῦ βορείου Ἰράκ. [978, 780, 1167, 851]
memorial-name: ΓΕΩΡΓΙΟΥ ΣΙΓΡΑ [277, 518, 368, 529]
social-item-text: Γνωστοποιεῖται, συμφώνως τῷ ἄρθρῳ 1367 τοῦ Ἀστικοῦ Κώδικος, ὅτι: Ὁ ΛΑΖΑΡΟΣ ΜΥΡΩΝΙΔΗΣ τοῦ Νικολάου καί τῆς Κυριακῆς, τό γένος Παπαδοπούλου, γεννηθείς εἰς Κωνσταντινούπολιν καί κάτοικος Θεσσαλονίκης, καί ἡ ΑΝΝΑ ΣΑΡΙΔΟΥ τοῦ Μάρκου καί τῆς Ἑλένης, γεννηθεῖσα εἰς Καβάλαν καί κάτοικος Θεσσαλονίκης, πρόκειται νά συνάψουν γάμον, ὁ ὁποῖος θά τελεσθῇ εἰς Θεσσαλονίκην. Ὁ ΙΩΑΝΝΗΣ ΤΣΑΤΣΟΥΛΗΣ τοῦ Θεοδώρου καί τῆς Ἀριστέας καί ἡ ΔΕΣΠΟΙΝΑ ΜΠΟΥΡΑ τοῦ Ἀθανασίου καί τῆς Εὐαγγελίας, κάτοικοι Θεσσαλονίκης. [22, 281, 217, 424]
name-day-entries: Ὁ κ. Πέτρος Καλαθᾶς δέν ἑορτάζει. Ὁ κ. Πέτρος Καραγιάννης δέν ἑορτάζει. Ὁ κ. Παῦλος Καραμπάτσος δέν θά δεχθῇ. Ὁ κ. Πέτρος Κοντός δέν ἑορτάζει. Ὁ κ. Πέτρος Κυριακίδης δέν ἑορτάζει. [429, 848, 616, 899]
memorial-text: Τελοῦμεν σήμερον τήν 9.30 π.μ. εἰς τόν ἱερόν ναόν τῆς Εὐαγγελιστρίας ἐτήσιον μνημόσυνον. Παρακαλοῦνται ὅσοι συμπαθοῦν τήν μνήμην του νά προσέλθουν. Ἡ σύζυγος Μαρία, τά τέκνα. [229, 75, 417, 126]
divider [978, 881, 1365, 882]
news-body: Ὁ υἱός τοῦ κ. Τσιρσιᾶ θά λάβῃ μέρος εἰς τό βασιλικόν πρόγραμμα ἐκπαιδεύσεως νέων. [808, 839, 966, 869]
news-text: ΝΤΕΡΜΠΑΝ, 28. — Ἕνας νεαρός ἀγρότης ἐφόνευσε μέ μαχαίρι τρία εὐμεγέθη φίδια τά ὁποῖα εἰσῆλθον εἰς τήν καλύβην του. [1377, 952, 1558, 994]
memorial-text: Τελοῦμεν σήμερον 10 π.μ. εἰς τόν ἱερόν ναόν τῆς Ἁγίας Παρασκευῆς τεσσαρακονθήμερον μνημόσυνον. Οἱ συγγενεῖς καί φίλοι παρακαλοῦνται νά προσέλθουν. [229, 145, 417, 196]
lead-subheadline-2: Ο κ. ΠΙΠΙΝΕΛΗΣ ΠΡΟ ΤΗΣ ΕΞΑΓΓΕΛΙΑΣ ΤΩΝ ΘΑ ΔΕΧΘΗ ΕΚΠΡΟΣΩΠΟΥΣ ΤΩΝ ΟΡΓΑΝΩΣΕΩΝ [992, 556, 1350, 585]
psephisma-text: Τό Διοικητικόν Συμβούλιον τῆς Ἐμπορικῆς Λέσχης Θεσσαλονίκης συνελθόν ἐκτάκτως ἐπί τῷ θανάτῳ τοῦ μέλους του ἀποφασίζει νά παραστῇ σύσσωμον εἰς τήν κηδείαν καί νά ἐκφράσῃ τά συλλυπητήρια αὐτοῦ εἰς τήν οἰκογένειαν. [22, 1125, 217, 1186]
news-headline: ΤΟ ΕΛΛΗΝΙΚΟΝ ΣΧΗΜΑ ΕΠΕΣΤΡΕΨΕΝ ΕΚ ΚΥΠΡΟΥ [1393, 858, 1541, 883]
funeral-list [22, 729, 217, 1106]
column-divider [972, 24, 973, 2304]
alphabet-letter: Α [516, 164, 528, 179]
psephisma-title: ΨΗΦΙΣΜΑ [90, 1109, 149, 1123]
news-text [808, 1222, 966, 1252]
church-program-text: Αὔριον, ἑορτήν τῶν Ἁγίων Ἀποστόλων Πέτρου καί Παύλου, θά τελεσθῇ ἡ Θεία Λειτουργία ἐν τῷ Ἱερῷ Ναῷ τοῦ Ἁγίου Παύλου, χοροστατοῦντος τοῦ Σεβ. Μητροπολίτου Θεσσαλονίκης κ. Παντελεήμονος. Τό ἑσπέρας τῆς παραμονῆς θά ψαλῇ πανηγυρικός Ἑσπερινός μετ' ἀρτοκλασίας, ὁμιλήσει δέ ὁ Θεολόγος κ. Ἰωάννης Καλογήρου. Τήν ἐπομένην θά γίνῃ λιτάνευσις τῆς εἰκόνος τοῦ Ἁγίου ἀνά τάς ὁδούς τῆς ἐνορίας μέ τήν συμμετοχήν τῶν ἀρχῶν τῆς πόλεως. [22, 488, 217, 609]
name-day-entries: Ὁ κ. Πέτρος Δαβίδης (Γοργίας 50) δέν ἑορτάζει. Ὁ κ. Παῦλος Δαλαμάγκας δέν ἑορτάζει. Ὁ κ. Πέτρος Δανιηλίδης, δικηγόρος, δέν θά δεχθῇ. Ὁ κ. Πέτρος Δημητρόπουλος δέν ἑορτάζει. Ὁ κ. Παῦλος Δημητρίου δέν ἑορτάζει. [429, 494, 616, 555]
memorial-text: Τελοῦμεν σήμερον 9.45 π.μ. εἰς τόν ἱερόν ναόν τοῦ Ἁγίου Κωνσταντίνου ἐξάμηνον μνημόσυνον. [229, 531, 417, 562]
news-dateline: ΑΘΗΝΑΙ, 28. [808, 1046, 875, 1057]
news-headline: Ο ΥΙΟΣ ΤΟΥ Κ. ΤΣΙΡΣΙΑ ΕΙΣ ΒΑΣΙΛΙΚΟΝ ΠΡΟΓΡΑΜΜΑ [814, 813, 960, 836]
news-text: ΒΙΕΝΝΗ, 28. (Ἀσσ. Πρές). — Ἔφθασεν ἐνταῦθα ὁ πάππος τοῦ νεαροῦ πρίγκηπος ὁ ὁποῖος ἐπροκάλεσε θόρυβον μέ τάς ἐκκεντρικότητάς του. [1377, 464, 1558, 506]
memorials-title: ΜΝΗΜΟΣΥΝΑ [244, 28, 402, 51]
divider [1377, 321, 1558, 322]
name-day-entries: Ὁ κ. Πέτρος Θεοδωρίδης δέν ἑορτάζει. Ὁ κ. Παῦλος Θεοχάρης δέν θά δεχθῇ ἐπισκέψεις. [429, 740, 616, 771]
news-headline: ΘΗΟΩΘΗ Ο ΦΩΤΟΓΡΑΦΟΣ Ο ΠΩΛΩΝ ΕΙΚΟΝΑΣ ΓΥΜΝΩΝ ΓΥΝΑΙΚΩΝ [1386, 769, 1548, 806]
name-day-entries: Ὁ κ. Πέτρος Ξανθόπουλος δέν ἑορτάζει. [628, 205, 796, 226]
memorial-name: ΠΑΝΑΓΙΩΤΟΥ ΚΑΖΤΑΝΟΥ [254, 804, 392, 816]
divider [808, 873, 966, 874]
news-dateline: ΑΘΗΝΑΙ, 28. [808, 237, 886, 248]
section-title-social: ΚΟΙΝΩΝΙΚΑ [22, 24, 217, 52]
kurds-side-text-2: ΛΟΝΔΙΝΟΝ, 28. — Κοῦρδοι φοιτηταί διεμαρτυρήθησαν πρό τῆς πρεσβείας τοῦ Ἰράκ. [1175, 846, 1365, 878]
social-item-text: Τόν φίλον μας Κωνσταντῖνον διά τήν ἐπιτυχίαν του εἰς τάς ἐξετάσεις θερμῶς συγχαίρομεν. Οἱ ἀγαπητοί του φίλοι. [22, 182, 217, 212]
memorial-text: Τελοῦμεν σήμερον 9.30 π.μ. εἰς τόν ἱερόν ναόν τῆς Παναγίας Δεξιᾶς μνημόσυνον. [229, 680, 417, 701]
news-text [808, 1177, 966, 1197]
funeral-age: ἐτῶν 41 [101, 918, 138, 928]
social-item-text: Ὁ κ. Νικ. Σωτηρίου ἀντί στεφάνου ἐπί τῷ θανάτῳ τοῦ Ἀχιλλέως Γεωργιάδου κατέθεσε εἰς τό Ἐργαστήριον Τυφλῶν δραχμάς 200. [22, 232, 217, 263]
news-body: Ἡ τιμή τοῦ ἄρτου διά τήν προσεχῆ ἑβδομάδα ὁρίζεται εἰς δραχμάς 4.80 κατ' ὀκᾶν διά τόν ἄρτον τύπου Α. [808, 1222, 966, 1252]
dossier-headline: Η ΔΙΚΟΓΡΑΦΙΑ ΔΙΑ ΤΟΝ ΦΟΙΤΗΤΗΝ ΝΤΕΝΤΙΔΑΚΗΝ ΔΙΑΒΙΒΑΖΕΤΑΙ ΣΗΜΕΡΟΝ ΕΙΣ ΤΟΝ ΕΙΣΑΓΓΕΛΕΑ [990, 980, 1352, 1032]
news-headline: ΕΡΓΑΤΡΙΑ ΚΑΙ ΝΗΠΙΟΝ ΑΠΕΘΑΝΟΝ ΕΙΣ ΠΑΡΑΘΕΙΟΝ [1386, 692, 1548, 717]
column-main [978, 24, 1365, 2304]
news-body: Ὁ Ο.Α.Σ.Θ. ἀνακοινοῖ τήν ἐπέκτασιν τῆς γραμμῆς Ἀποθήκης - Χαριλάου μέχρι τῶν νέων συνοικισμῶν. [808, 904, 966, 945]
column-divider [622, 24, 623, 2304]
funeral-name: ΧΡΥΣΗΝ Δ. ΒΕΡΓΟΠΟΥΛΟΥ [41, 1048, 198, 1061]
divider [1377, 599, 1558, 600]
news-headline: Η ΑΜΕΡΙΚΗ ΠΩΛΕΙ ΑΝΤΙΑΕΡΟΠΟΡΙΚΟΥΣ ΠΥΡΑΥΛΟΥΣ ΕΙΣ ΤΟ ΙΣΡΑΗΛ [1387, 327, 1547, 363]
column-news [808, 24, 966, 2304]
name-day-entries: Ὁ κ. Πέτρος Νικολαΐδης δέν ἑορτάζει. Ὁ κ. Παῦλος Νικολάου δέν θά δεχθῇ ἐπισκέψεις. Ὁ κ. Πέτρος Νίτσος δέν ἑορτάζει. [628, 141, 796, 183]
funeral-age: ἐτῶν 80 [101, 845, 138, 856]
alphabet-letter: Σ [707, 434, 717, 449]
memorial-name: ΠΡΟΔΡΟΜΟΥ Σ. ΧΑΡΑΣΟΓΛΟΥ [240, 755, 406, 766]
alphabet-letter: Ε [517, 561, 527, 577]
photo-headline: ΙΣΟΠΕΔΟΥΤΑΙ Η ΠΛΑΤΕΙΑ ΝΑΥΑΡΙΝΟΥ [1032, 24, 1310, 66]
ground-shape [978, 318, 1223, 377]
news-text [808, 1123, 966, 1154]
news-text [808, 839, 966, 869]
divider [808, 1014, 966, 1015]
divider [808, 1081, 966, 1082]
news-headline: ΕΦΘΑΣΕΝ ΕΙΣ ΒΙΕΝΝΗΝ Ο ΠΑΠΠΟΣ ΤΟΥ «ΤΡΕΛΛΟΥ» ΠΡΙΓΚΗΠΟΣ [1393, 426, 1541, 462]
news-headline: ΕΜΠΟΡΙΚΗ ΣΥΜΦΩΝΙΑ ΓΑΛΛΙΑΣ - ΓΙΟΥΓΚΟΣΛΑΒΙΑΣ [810, 641, 964, 664]
alphabet-letter: Ρ [707, 379, 717, 395]
